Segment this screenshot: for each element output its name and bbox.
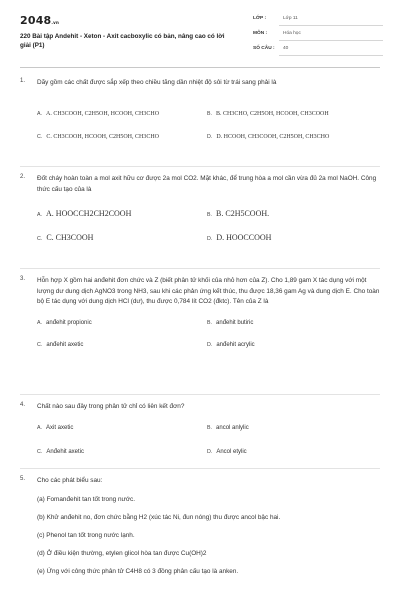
option-letter: A. [37,212,43,218]
question-text: Cho các phát biểu sau: [37,477,103,484]
option-d[interactable] [207,134,329,140]
meta-key: SỐ CÂU : [253,46,275,51]
statement-a: (a) Fomanđehit tan tốt trong nước. [37,495,135,503]
option-text: anđehit propionic [46,319,92,326]
question-5 [20,476,380,577]
option-letter: C. [37,341,43,348]
question-number: 2. [20,174,26,180]
question-list [20,78,380,577]
option-text: B. C2H5COOH. [216,209,270,218]
divider [20,166,380,167]
meta-question-count [253,44,383,56]
option-c[interactable] [37,233,93,242]
question-number: 4. [20,402,26,408]
option-text: Anđehit axetic [46,448,85,455]
option-d[interactable] [207,449,247,455]
question-1 [20,78,380,166]
statement-e: (e) Ứng với công thức phân tử C4H8 có 3 đồng phân cấu tạo là anken. [37,567,239,575]
option-text: C. CH3COOH, HCOOH, C2H5OH, CH3CHO [46,133,159,140]
option-letter: C. [37,236,43,242]
meta-value: Hóa học [283,31,301,36]
option-a[interactable] [37,209,131,218]
option-letter: C. [37,133,43,140]
option-d[interactable] [207,233,271,242]
option-text: anđehit acrylic [216,341,255,348]
meta-subject [253,29,383,41]
question-3 [20,276,380,394]
option-text: A. HOOCCH2CH2COOH [46,209,132,218]
question-text: Dãy gồm các chất được sắp xếp theo chiều tăng dần nhiệt độ sôi từ trái sang phải là [37,79,277,86]
divider [279,40,383,41]
option-letter: A. [37,424,43,431]
option-b[interactable] [207,209,269,218]
option-a[interactable] [37,111,159,117]
statement-c: (c) Phenol tan tốt trong nước lạnh. [37,531,135,539]
option-text: D. HOOCCOOH [216,233,272,242]
option-letter: D. [207,236,213,242]
option-b[interactable] [207,425,249,431]
question-number: 5. [20,476,26,482]
question-text: Chất nào sau đây trong phân tử chỉ có liên kết đơn? [37,403,185,410]
option-text: A. CH3COOH, C2H5OH, HCOOH, CH3CHO [46,110,160,117]
divider [20,268,380,269]
document-header [0,0,400,66]
option-letter: B. [207,212,213,218]
meta-key: MÔN : [253,31,268,36]
question-number: 3. [20,276,26,282]
question-4 [20,402,380,468]
option-letter: B. [207,424,213,431]
option-b[interactable] [207,111,329,117]
question-text: Đốt cháy hoàn toàn a mol axit hữu cơ được 2a mol CO2. Mặt khác, để trung hòa a mol cần vừa đủ 2a mol NaOH. Công thức cấu tạo của là [37,175,377,193]
option-text: ancol anlylic [216,424,249,431]
divider [20,468,380,469]
option-letter: D. [207,133,213,140]
option-a[interactable] [37,425,73,431]
question-2 [20,174,380,268]
divider [279,25,383,26]
header-divider [20,67,380,68]
option-text: C. CH3COOH [46,233,94,242]
option-c[interactable] [37,342,83,348]
meta-value: Lớp 11 [283,16,298,21]
option-text: Ancol etylic [216,448,247,455]
option-c[interactable] [37,449,84,455]
option-letter: B. [207,319,213,326]
option-letter: B. [207,110,213,117]
option-text: D. HCOOH, CH3COOH, C2H5OH, CH3CHO [216,133,330,140]
option-text: B. CH3CHO, C2H5OH, HCOOH, CH3COOH [216,110,329,117]
question-number: 1. [20,78,26,84]
question-text: Hỗn hợp X gồm hai anđehit đơn chức và Z (biết phân tử khối của nhỏ hơn của Z). Cho 1,89 gam X tác dụng với một lượng dư dung dịch AgNO3 trong NH3, sau khi các phản ứng kết thúc, thu được 18,36 gam Ag và dung dịch E. Cho toàn bộ E tác dụng với dung dịch HCl (dư), thu được 0,784 lít CO2 (đktc). Tên của Z là [37,277,380,305]
meta-grade [253,14,383,26]
option-letter: D. [207,448,213,455]
option-b[interactable] [207,320,253,326]
option-a[interactable] [37,320,92,326]
meta-value: 40 [283,46,289,51]
option-letter: A. [37,319,43,326]
option-text: anđehit butiric [216,319,254,326]
option-letter: C. [37,448,43,455]
option-d[interactable] [207,342,255,348]
option-c[interactable] [37,134,159,140]
document-title: 220 Bài tập Andehit - Xeton - Axit cacboxylic có bản, nâng cao có lời giải (P1) [20,33,225,49]
statement-d: (d) Ở điều kiện thường, etylen glicol hòa tan được Cu(OH)2 [37,549,207,557]
meta-key: LỚP : [253,16,267,21]
option-text: anđehit axetic [46,341,84,348]
statement-b: (b) Khử anđehit no, đơn chức bằng H2 (xúc tác Ni, đun nóng) thu được ancol bậc hai. [37,513,281,521]
option-text: Axit axetic [46,424,74,431]
option-letter: A. [37,110,43,117]
option-letter: D. [207,341,213,348]
site-logo[interactable]: 2048.vn [20,14,59,27]
divider [279,55,383,56]
divider [20,394,380,395]
